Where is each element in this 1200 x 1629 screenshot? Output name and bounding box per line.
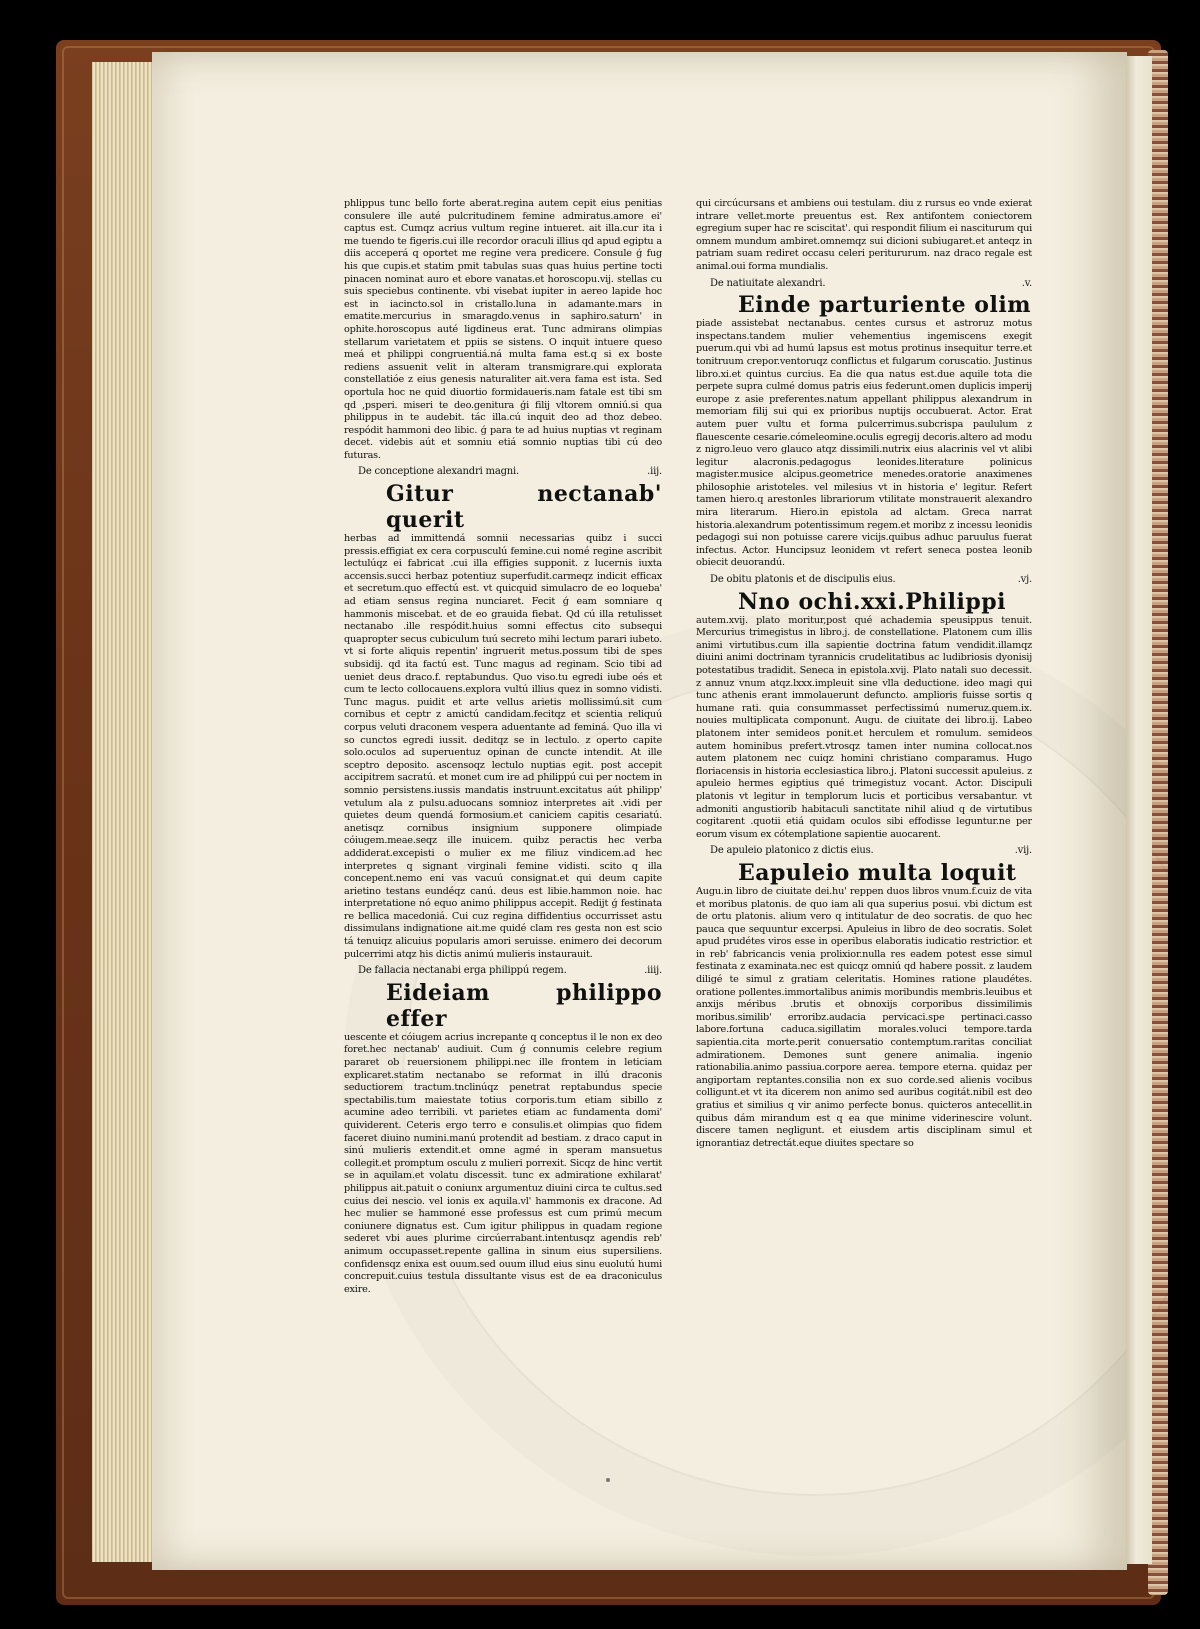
rubric-title: De fallacia nectanabi erga philippú regem. xyxy=(358,965,567,977)
chapter-initial: Nno ochi.xxi.Philippi xyxy=(738,588,1007,615)
page-edges xyxy=(92,62,158,1562)
rubric-number: .vij. xyxy=(1014,845,1032,857)
chapter-rubric xyxy=(358,466,662,479)
chapter-initial: Eapuleio multa loquit xyxy=(738,859,1017,886)
rubric-number: .iij. xyxy=(647,466,662,478)
text-paragraph: herbas ad immittendá somnii necessarias quibz i succi pressis.effigiat ex cera corpusculú femine.cui nomé regine ascribit lectulúqz ei fabricat .cui illa effigies supponit. z lucernis iuxta accensis.succi herbaz potentiuz superfudit.carmeqz indicit efficax et secretum.quo effectú est. vt quicquid simulacro de eo loqueba' ad etiam sensus regina nunciaret. Fecit ǵ eam somniare q hammonis miscebat. et de eo grauida fiebat. Qd cú illa retulisset nectanabo .ille respódit.huius somni effectus cito subsequi quapropter secus cubiculum tuú secreto mihi lectum parari iubeto. vt si forte aliquis repentin' ingruerit metus.possum tibi de spes subsidij. qd ita factú est. Tunc magus ad reginam. Scio tibi ad ueniet deus draco.f. reptabundus. Quo viso.tu egredi iube oés et cum te lecto collocauens.explora vultú illius quez in somno vidisti. Tunc magus. puidit et arte vellus arietis mollissimú.sit cum cornibus et ceptr z amictú candidam.fecitqz et scientia reliquú corpus veluti draconem vespera aduentante ad feminá. Quo illa vi so cunctos egredi iussit. deditqz se in lectulo. z operto capite solo.oculos ad superuentuz opinan de cuncte intendit. At ille sceptro deposito. ascensoqz lectulo nuptias egit. post accepit accipitrem sacratú. et monet cum ire ad philippú cui per noctem in somnio persistens.iussis mandatis instruunt.excitatus aút philipp' vetulum ala z pulsu.aduocans somnioz interpretes ait .vidi per quietes deum quendá formosium.et caniciem capitis cesariatú. anetisqz cornibus insignium supponere olimpiade cóiugem.meae.seqz ille inuicem. quibz peractis hec verba addiderat.excepisti o mulier ex me filiuz vindicem.ad hec interpretes q signant virginali femine vidisti. scito q illa concepent.nemo eni vas vacuú consignat.et qui deum capite arietino testans eundéqz canú. deus est libie.hammon noie. hac interpretatione nó equo animo philippus accepit. Redijt ǵ festinata re bellica macedoniá. Cui cuz regina diffidentius occurrisset astu dissimulans indignatione ait.me quidé clam res gesta non est scio tá tenuiqz alicuius popularis amori seruisse. enimero dei decorum pulcerrimi atqz his dictis animú mulieris instaurauit. xyxy=(344,533,662,960)
rubric-number: .vj. xyxy=(1017,574,1032,586)
chapter-initial: Eideiam philippo effer xyxy=(386,979,662,1032)
rubric-number: .v. xyxy=(1021,277,1032,289)
chapter-rubric xyxy=(710,845,1032,858)
facing-page-edge xyxy=(1126,56,1152,1564)
left-text-column xyxy=(344,198,662,1348)
text-paragraph: Augu.in libro de ciuitate dei.hu' reppen duos libros vnum.f.cuiz de vita et moribus platonis. de quo iam ali qua superius posui. vbi dictum est de ortu platonis. alium vero q intitulatur de deo socratis. de quo hec pauca que sequuntur excerpsi. Apuleius in libro de deo socratis. Solet apud prudétes viros esse in operibus elaboratis iudicatio restrictior. et in reb' fabricancis venia prolixior.nulla res eadem potest esse simul festinata z examinata.nec est quicqz omniú qd habere possit. z laudem diligé te simul z gratiam celeritatis. Homines ratione plaudétes. oratione pollentes.immortalibus animis moribundis membris.leuibus et anxijs méribus .brutis et obnoxijs corporibus dissimilimis moribus.similib' erroribz.audacia pervicaci.spe pertinaci.casso labore.fortuna caduca.sigillatim morales.voluci tempore.tarda sapientia.cita morte.perit conuersatio contemptum.raritas conciliat admirationem. Demones sunt genere animalia. ingenio rationabilia.animo passiua.corpore aerea. tempore eterna. quidaz per angiportam reptantes.consilia non ex suo corde.sed alienis vocibus colligunt.et vt ita dicerem non animo sed auribus cogitát.nibil est deo gratius et similius q vir animo perfecte bonus. quicteros antecellit.in quibus dám mirandum est q ea que minime viderinescire volunt. discere tamen negligunt. et eiusdem artis disciplinam simul et ignorantiaz detrectát.eque diuites spectare so xyxy=(696,885,1032,1149)
chapter-initial: Gitur nectanab' querit xyxy=(386,481,662,534)
chapter-rubric xyxy=(710,574,1032,587)
rubric-title: De conceptione alexandri magni. xyxy=(358,466,520,478)
text-paragraph: qui circúcursans et ambiens oui testulam. diu z rursus eo vnde exierat intrare vellet.morte preuentus est. Rex antifontem coniectorem egregium super hac re sciscitat'. qui respondit filium ei nasciturum qui omnem mundum ambiret.omnemqz sui dicioni subiugaret.et anteqz in patriam suam rediret occasu celeri peritururum. naz draco regale est animal.oui forma mundialis. xyxy=(696,198,1032,272)
text-paragraph: uescente et cóiugem acrius increpante q conceptus il le non ex deo foret.hec nectanab' audiuit. Cum ǵ connumis celebre regium pararet ob reuersionem philippi.nec ille frontem in leticiam explicaret.statim nectanabo se reformat in illú draconis seductiorem tractum.tnclinúqz penetrat reptabundus specie spectabilis.tum maiestate totius corporis.tum etiam sibillo z acumine adeo terribili. vt parietes etiam ac fundamenta domi' quividerent. Ceteris ergo terro e consulis.et olimpias quo fidem faceret diuino numini.manú protendit ad bestiam. z draco caput in sinú mulieris extendit.et omne agmé in speram mansuetus collegit.et promptum osculu z mulieri porrexit. Sicqz de hinc vertit se in aquilam.et volatu discessit. tunc ex admiratione exhilarat' philippus ait.patuit o coniunx argumentuz diuini circa te cultus.sed cuius dei nescio. vel ionis ex aquila.vl' hammonis ex dracone. Ad hec mulier se hammoné esse professus est cum primú mecum coniunere dignatus est. Cum igitur philippus in quadam regione sederet vbi aues plurime circúerrabant.intentusqz agendis reb' animum occupasset.repente gallina in sinum eius supersiliens. confidensqz enixa est ouum.sed ouum illud eius sinu euolutú humi concrepuit.cuius testula dissultante visus est de ea draconiculus exire. xyxy=(344,1031,662,1295)
page-speck xyxy=(606,1478,610,1482)
rubric-number: .iiij. xyxy=(644,965,662,977)
text-paragraph: phlippus tunc bello forte aberat.regina autem cepit eius penitias consulere ille auté pulcritudinem femine admiratus.amore ei' captus est. Cumqz acrius vultum regine intueret. ait illa.cur ita i me tuendo te figeris.cui ille recordor oraculi illius qd apud egiptu a diis acceperá q oportet me regine vera predicere. Consule ǵ fug his que cupis.et statim pmit tabulas suas quas huius pertine tocti pinacen nominat auro et ebore vanatas.et horoscopu.vij. stellas cu suis speciebus continente. vbi visebat iupiter in aereo lapide hoc est in iacincto.sol in cristallo.luna in adamante.mars in ematite.mercurius in smaragdo.venus in saphiro.saturn' in ophite.horoscopus auté ligdineus erat. Tunc admirans olimpias stellarum varietatem et ppiis se sistens. O inquit intuere queso meá et philippi congruentiá.ná multa fama est.q si ex boste rediens assuenit velit in alteram transmigrare.qui explorata constellatióe z eius genesis naturaliter ait.vera fama est ista. Sed oportula hoc ne quid diuortio formidaueris.nam fatale est tibi sm qd ,psperi. miseri te deo.genitura ǵi filij vltorem omniú.si qua philippus in te audebit. tác illa.cú inquit deo ad thoz debeo. respódit hammoni deo libic. ǵ para te ad huius nuptias vt reginam decet. videbis aút et somniu etiá somnio nuptias tibi cú deo futuras. xyxy=(344,198,662,461)
right-text-column xyxy=(696,198,1032,1348)
chapter-rubric xyxy=(358,965,662,978)
rubric-title: De obitu platonis et de discipulis eius. xyxy=(710,574,896,586)
chapter-rubric xyxy=(710,278,1032,291)
text-paragraph: autem.xvij. plato moritur,post qué achademia speusippus tenuit. Mercurius trimegistus in libro.j. de constellatione. Platonem cum illis animi virtutibus.cum illa sapientie doctrina fatum vendidit.illamqz diuini animi doctrinam tyrannicis crudelitatibus ac ludibriosis dyonisij potestatibus tradidit. Seneca in epistola.xvij. Plato natali suo decessit. z annuz vnum atqz.lxxx.impleuit sine vlla deductione. ideo magi qui tunc athenis erant immolauerunt defuncto. amplioris fuisse sortis q humane rati. quia consummasset perfectissimú numeruz.quem.ix. nouies multiplicata componunt. Augu. de ciuitate dei libro.ij. Labeo platonem inter semideos ponit.et herculem et romulum. semideos autem hominibus prefert.vtrosqz tamen inter numina collocat.nos autem platonem nec cuiqz homini christiano comparamus. Hugo floriacensis in historia ecclesiastica libro.j. Platoni successit apuleius. z apuleio hermes egiptius qué trimegistuz vocant. Actor. Discipuli platonis vt legitur in templorum lucis et porticibus versabantur. vt admoniti angustiorib habitaculi sanctitate nihil aliud q de virtutibus cogitarent .quotii etiá quidam oculos sibi effodisse leguntur.ne per eorum visum ex cótemplatione sapientie auocarent. xyxy=(696,614,1032,840)
rubric-title: De natiuitate alexandri. xyxy=(710,277,826,289)
text-paragraph: piade assistebat nectanabus. centes cursus et astroruz motus inspectans.tandem mulier vehementius ingemiscens exegit puerum.qui vbi ad humú lapsus est motus protinus insequitur terre.et tonitruum crepor.ventoruqz conflictus et fulgarum coruscatio. Justinus libro.xi.et quintus curcius. Ea die qua natus est.due aquile tota die perpete supra culmé domus patris eius federunt.omen duplicis imperij europe z asie preferentes.natum appellant philippus alexandrum in memoriam filij sui qui ex prioribus nuptijs occubuerat. Actor. Erat autem puer vultu et forma pulcerrimus.subcrispa paululum z flauescente cesarie.cómeleomine.oculis egregij decoris.altero ad modu z nigro.leuo vero glauco atqz dissimili.nutrix eius alacrinis vel vt alibi legitur alacronis.pedagogus leonides.literature polinicus magister.musice alcipus.geometrice menedes.oratorie anaximenes philosophie aristoteles. vel milesius vt in historia e' legitur. Refert tamen hiero.q arestonles librariorum vtilitate monstrauerit alexandro mira literarum. Hiero.in epistola ad alctam. Greca narrat historia.alexandrum potentissimum regem.et moribz z incessu leonidis pedagogi sui non potuisse carere vicijs.quibus adhuc paruulus fuerat infectus. Actor. Huncipsuz leonidem vt refert seneca postea leonib obiecit deuorandú. xyxy=(696,318,1032,569)
rubric-title: De apuleio platonico z dictis eius. xyxy=(710,845,874,857)
chapter-initial: Einde parturiente olim xyxy=(738,292,1031,319)
